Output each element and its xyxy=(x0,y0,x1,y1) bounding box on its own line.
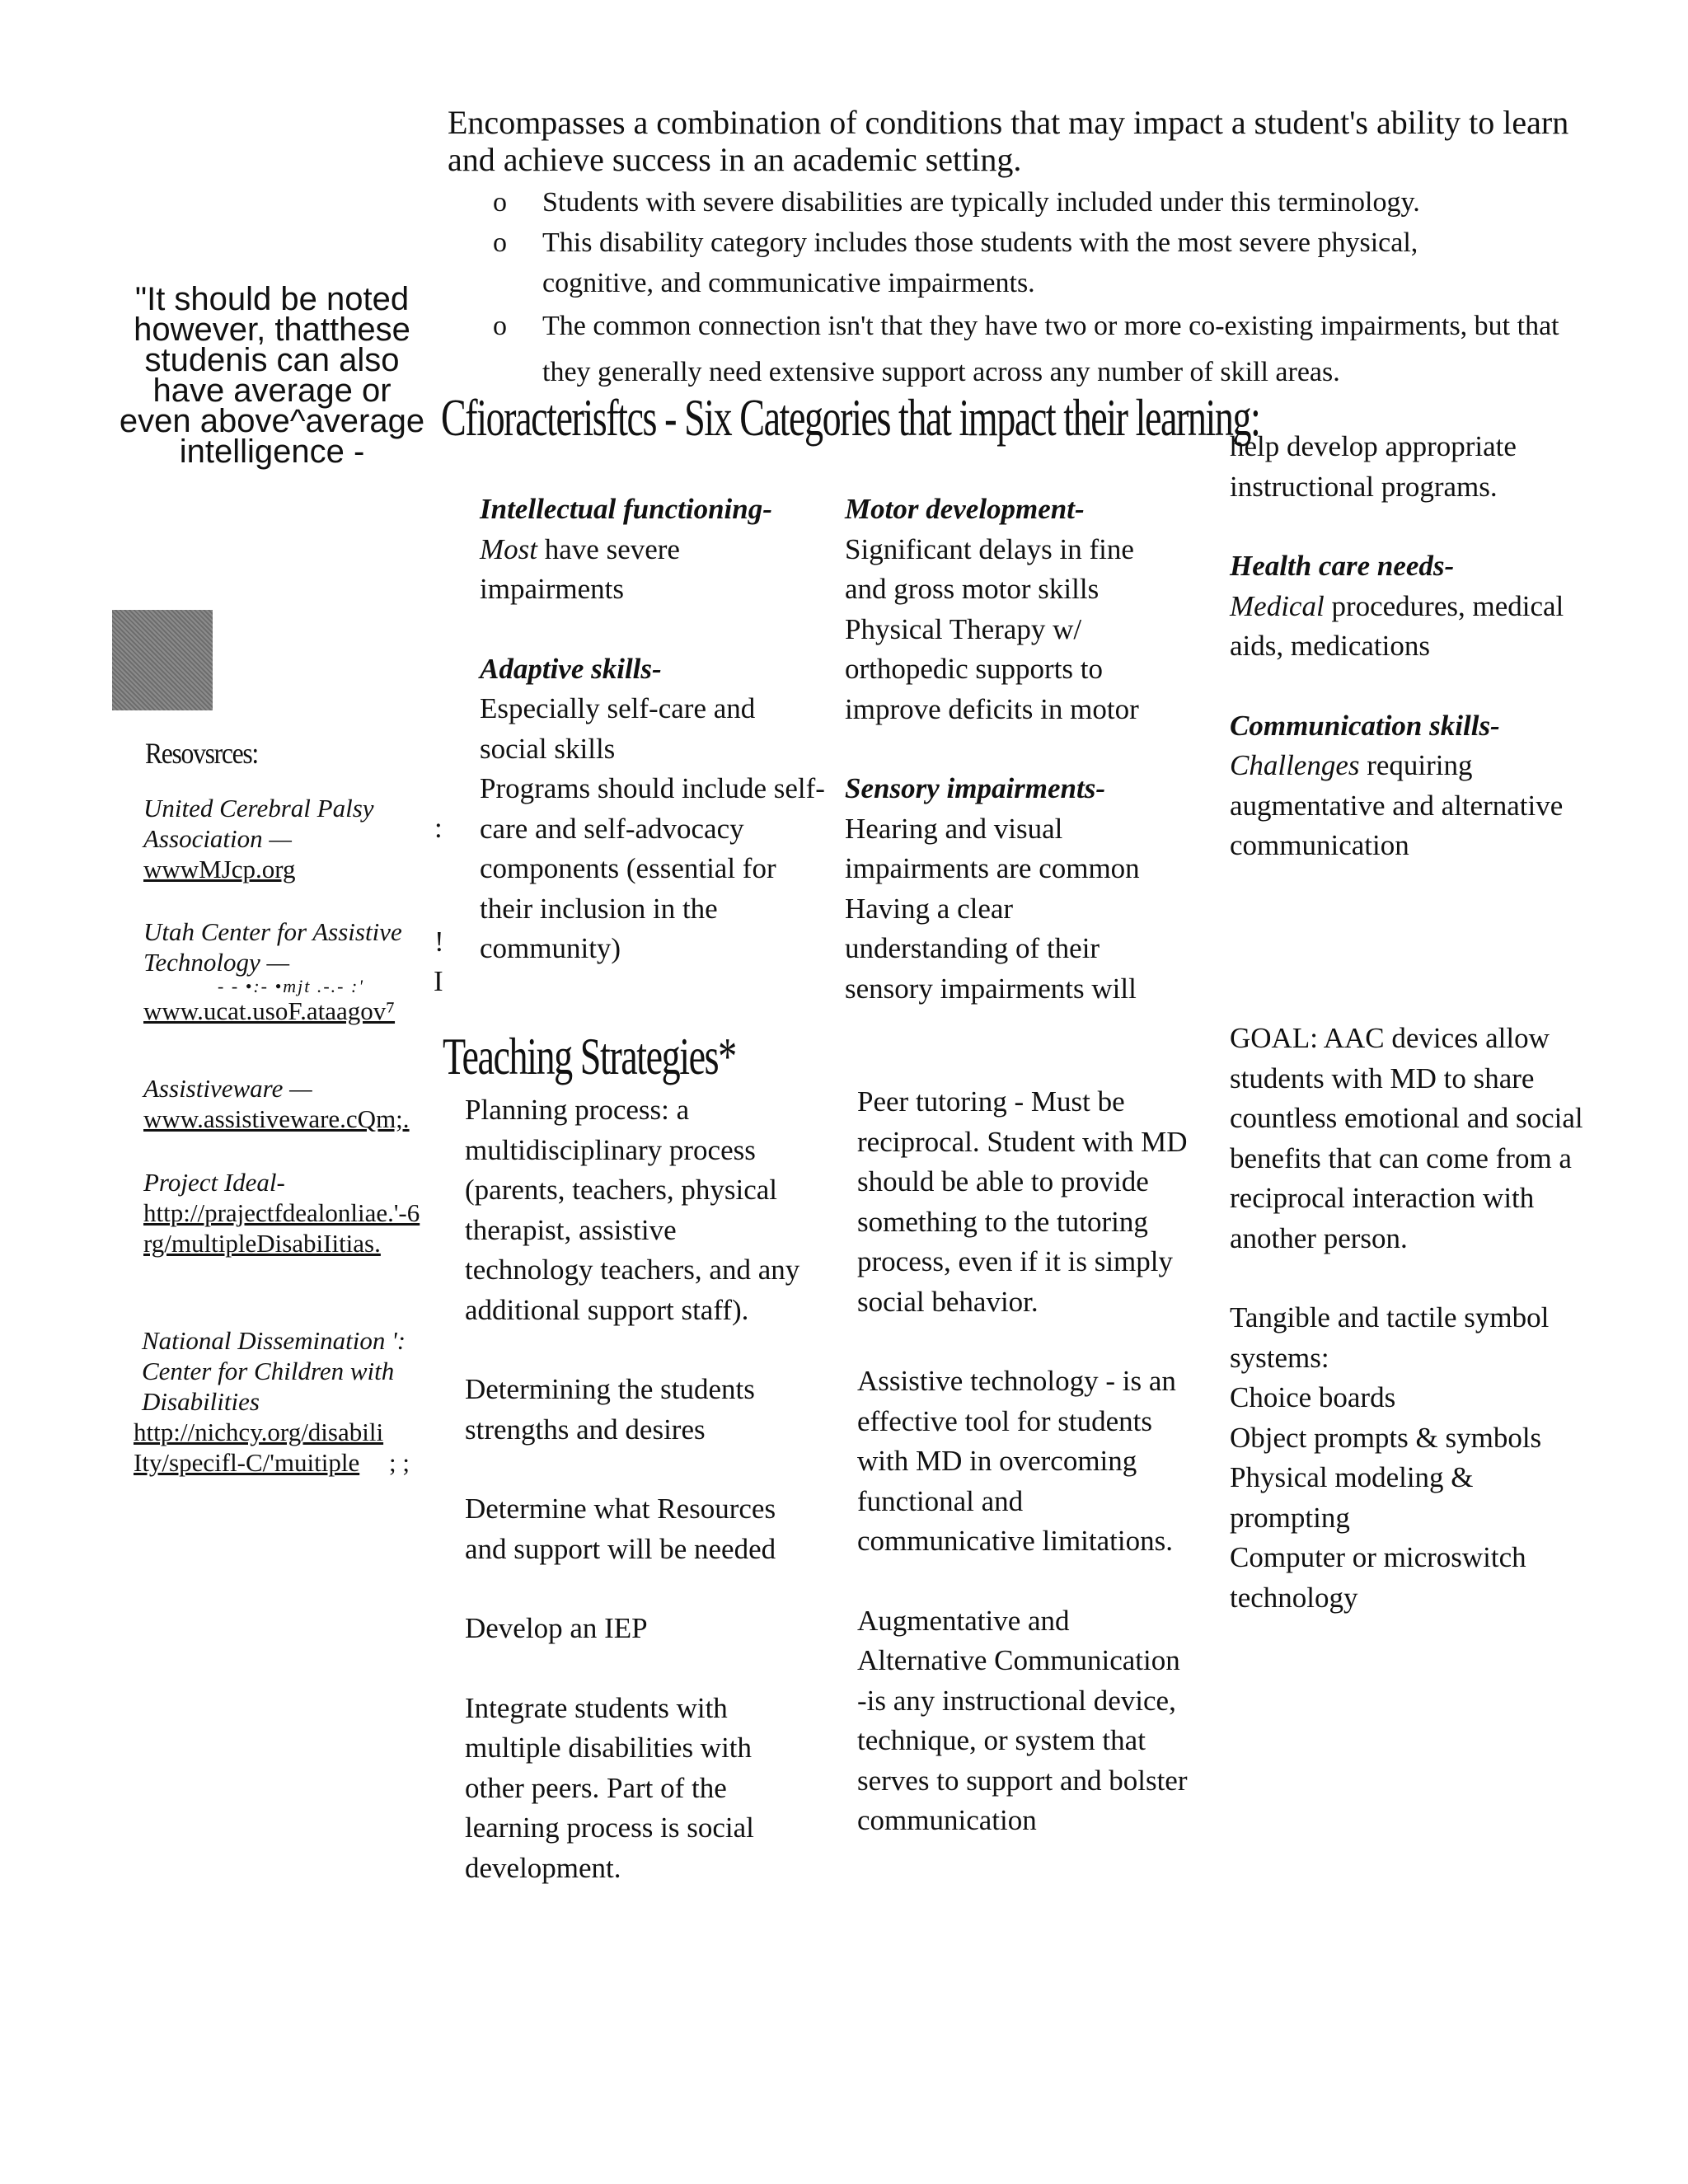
margin-mark: ! xyxy=(434,926,444,958)
margin-mark: I xyxy=(434,965,443,997)
intro-bullet: o Students with severe disabilities are typically included under this terminology. xyxy=(493,182,1564,223)
communication-title: Communication skills- xyxy=(1230,709,1500,742)
health-text: Medical procedures, medical aids, medications xyxy=(1230,589,1564,662)
scan-noise: ; ; xyxy=(389,1448,410,1477)
bullet-marker: o xyxy=(493,227,507,258)
teaching-heading: Teaching Strategies* xyxy=(443,1027,736,1085)
intro-bullet: o The common connection isn't that they have two or more co-existing impairments, but that they generally need extensive support across any number of skill areas. xyxy=(493,303,1564,396)
strategy-item: Develop an IEP xyxy=(465,1612,648,1644)
sensory-text: Hearing and visual impairments are common Having a clear understanding of their sensory impairments will xyxy=(845,812,1140,1005)
sensory-title: Sensory impairments- xyxy=(845,772,1106,804)
side-quote: "It should be noted however, thatthese studenis can also have average or even above^average intelligence - xyxy=(119,281,425,470)
symbol-system-item: Choice boards xyxy=(1230,1381,1396,1413)
motor-title: Motor development- xyxy=(845,493,1085,525)
adaptive-programs: Programs should include self-care and self-advocacy components (essential for their inclusion in the community) xyxy=(480,772,825,964)
symbol-system-item: Physical modeling & prompting xyxy=(1230,1461,1474,1534)
intro-paragraph: Encompasses a combination of conditions that may impact a student's ability to learn and achieve success in an academic setting. xyxy=(448,104,1569,178)
motor-text: Significant delays in fine and gross motor skills Physical Therapy w/ orthopedic supports to improve deficits in motor xyxy=(845,532,1139,725)
bullet-marker: o xyxy=(493,311,507,341)
resource-item: Project Ideal- http://prajectfdealonliae.'-6rg/multipleDisabiIitias. xyxy=(143,1167,424,1258)
characteristics-col-1 xyxy=(480,490,826,969)
characteristics-col-3 xyxy=(1230,427,1576,866)
bullet-marker: o xyxy=(493,187,507,218)
margin-mark: : xyxy=(434,812,443,844)
intellectual-text: Most have severe impairments xyxy=(480,532,680,605)
health-title: Health care needs- xyxy=(1230,550,1455,582)
strategy-item: Integrate students with multiple disabilities with other peers. Part of the learning process is social development. xyxy=(465,1691,754,1884)
scan-noise: - - •:- •mjt .-.- :' xyxy=(218,976,365,996)
strategy-item: Peer tutoring - Must be reciprocal. Student with MD should be able to provide something to the tutoring process, even if it is simply social behavior. xyxy=(857,1085,1188,1318)
strategy-item: Determine what Resources and support will be needed xyxy=(465,1493,776,1565)
strategy-item: Assistive technology - is an effective tool for students with MD in overcoming functional and communicative limitations. xyxy=(857,1365,1176,1557)
teaching-col-2 xyxy=(857,1082,1195,1841)
adaptive-text: Especially self-care and social skills xyxy=(480,692,756,765)
teaching-col-3 xyxy=(1230,1019,1592,1618)
aac-goal: GOAL: AAC devices allow students with MD to share countless emotional and social benefits that can come from a reciprocal interaction with another person. xyxy=(1230,1022,1583,1254)
resource-link[interactable]: http://nichcy.org/disabili Ity/specifl-C/'muitiple xyxy=(134,1418,384,1477)
sensory-continued: help develop appropriate instructional programs. xyxy=(1230,430,1517,503)
characteristics-heading: Cfioracterisftcs - Six Categories that impact their learning: xyxy=(441,388,1260,447)
intellectual-title: Intellectual functioning- xyxy=(480,493,772,525)
resource-item: Utah Center for Assistive Technology — - - •:- •mjt .-.- :' www.ucat.usoF.ataagov⁷ xyxy=(143,916,424,1026)
resources-heading: Resovsrces: xyxy=(145,737,258,770)
resource-link[interactable]: www.assistiveware.cQm;. xyxy=(143,1104,410,1133)
characteristics-col-2 xyxy=(845,490,1175,1009)
strategy-item: Determining the students strengths and desires xyxy=(465,1373,755,1446)
symbol-system-item: Object prompts & symbols xyxy=(1230,1421,1542,1454)
strategy-item: Planning process: a multidisciplinary process (parents, teachers, physical therapist, assistive technology teachers, and any additional support staff). xyxy=(465,1094,800,1326)
teaching-col-1 xyxy=(465,1090,811,1888)
symbol-system-item: Tangible and tactile symbol systems: xyxy=(1230,1301,1550,1374)
strategy-item: Augmentative and Alternative Communication -is any instructional device, technique, or system that serves to support and bolster communication xyxy=(857,1604,1188,1836)
intro-bullet: o This disability category includes those students with the most severe physical, cognitive, and communicative impairments. xyxy=(493,223,1564,303)
resource-link[interactable]: http://prajectfdealonliae.'-6rg/multipleDisabiIitias. xyxy=(143,1198,420,1258)
resource-item: National Dissemination ': Center for Children with Disabilities http://nichcy.org/disabili Ity/specifl-C/'muitiple ; ; xyxy=(142,1325,430,1478)
resource-link[interactable]: www.ucat.usoF.ataagov⁷ xyxy=(143,996,396,1025)
grayscale-image xyxy=(112,610,213,710)
adaptive-title: Adaptive skills- xyxy=(480,652,662,685)
communication-text: Challenges requiring augmentative and alternative communication xyxy=(1230,749,1564,861)
resource-item: United Cerebral Palsy Association — wwwMJcp.org xyxy=(143,793,424,884)
resource-item: Assistiveware — www.assistiveware.cQm;. xyxy=(143,1073,424,1134)
symbol-system-item: Computer or microswitch technology xyxy=(1230,1541,1526,1614)
resource-link[interactable]: wwwMJcp.org xyxy=(143,855,296,883)
intro-bullet-list xyxy=(493,182,1564,396)
